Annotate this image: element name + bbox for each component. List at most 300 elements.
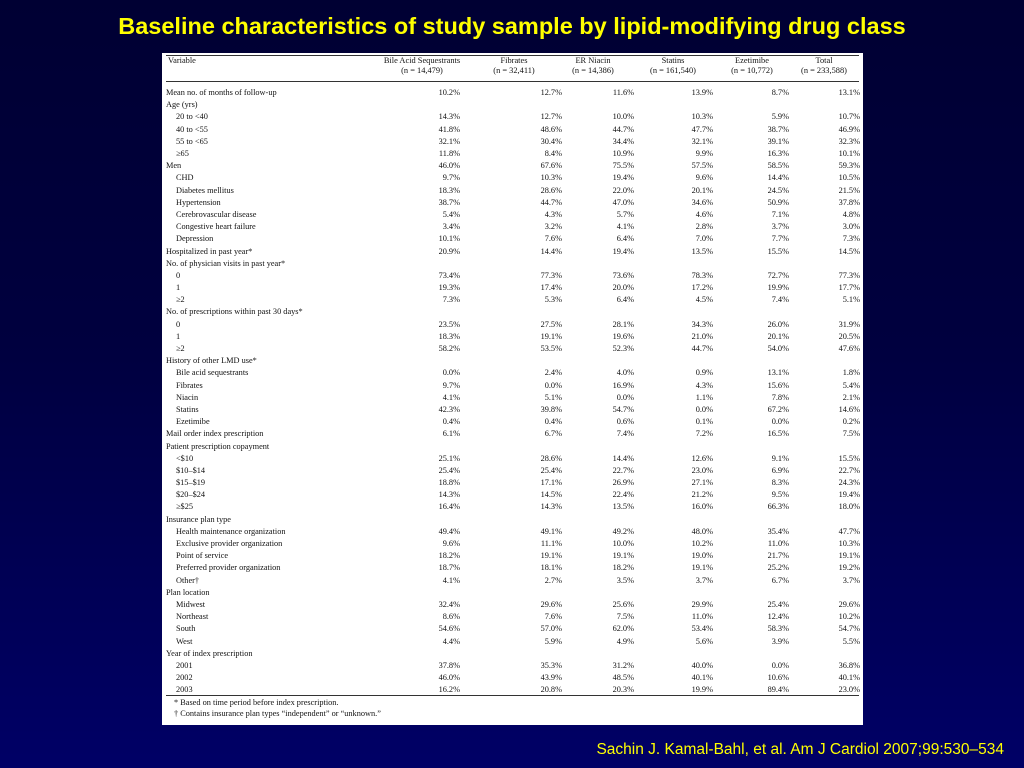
row-label: Diabetes mellitus xyxy=(176,185,234,195)
table-cell: 53.4% xyxy=(691,624,713,634)
table-cell: 23.0% xyxy=(691,465,713,475)
table-cell xyxy=(372,306,460,318)
table-row xyxy=(166,453,860,465)
row-label: Mean no. of months of follow-up xyxy=(166,88,277,98)
table-cell: 10.3% xyxy=(540,173,562,183)
table-cell: 3.7% xyxy=(695,575,713,585)
table-row xyxy=(166,550,860,562)
table-cell: 72.7% xyxy=(767,270,789,280)
table-cell: 8.4% xyxy=(544,149,562,159)
table-row xyxy=(166,197,860,209)
table-cell: 8.3% xyxy=(771,478,789,488)
table-cell: 14.6% xyxy=(838,404,860,414)
table-cell: 18.3% xyxy=(438,331,460,341)
table-cell: 7.4% xyxy=(616,429,634,439)
table-cell: 19.4% xyxy=(838,490,860,500)
header-er-niacin: ER Niacin (n = 14,386) xyxy=(572,56,614,75)
table-cell: 28.6% xyxy=(540,453,562,463)
table-row xyxy=(166,99,860,111)
table-cell xyxy=(789,648,860,660)
table-cell: 0.9% xyxy=(695,368,713,378)
table-body xyxy=(166,87,860,696)
table-cell: 9.1% xyxy=(771,453,789,463)
table-cell: 19.9% xyxy=(691,685,713,695)
table-cell xyxy=(562,99,634,111)
table-cell: 5.4% xyxy=(442,209,460,219)
bottom-rule xyxy=(166,695,859,696)
table-cell: 46.0% xyxy=(438,673,460,683)
row-label: Insurance plan type xyxy=(166,514,231,524)
table-cell: 0.0% xyxy=(771,660,789,670)
row-label: 1 xyxy=(176,283,181,293)
table-row xyxy=(166,526,860,538)
table-cell: 0.4% xyxy=(544,417,562,427)
table-cell xyxy=(460,355,562,367)
table-cell: 3.0% xyxy=(842,222,860,232)
row-label: Mail order index prescription xyxy=(166,429,264,439)
row-label: South xyxy=(176,624,196,634)
table-cell: 73.4% xyxy=(438,270,460,280)
table-cell: 77.3% xyxy=(540,270,562,280)
table-cell: 7.8% xyxy=(771,392,789,402)
table-cell: 5.9% xyxy=(771,112,789,122)
table-cell: 25.6% xyxy=(612,599,634,609)
table-row xyxy=(166,380,860,392)
table-cell: 7.3% xyxy=(442,295,460,305)
table-cell: 15.5% xyxy=(838,453,860,463)
table-cell: 54.0% xyxy=(767,344,789,354)
table-row xyxy=(166,221,860,233)
table-cell: 4.5% xyxy=(695,295,713,305)
table-cell: 21.5% xyxy=(838,185,860,195)
table-cell: 5.6% xyxy=(695,636,713,646)
row-label: Year of index prescription xyxy=(166,648,253,658)
table-cell: 54.7% xyxy=(838,624,860,634)
table-cell: 11.6% xyxy=(612,88,634,98)
table-cell xyxy=(372,648,460,660)
table-row xyxy=(166,87,860,99)
row-label: Cerebrovascular disease xyxy=(176,209,257,219)
table-cell: 7.0% xyxy=(695,234,713,244)
row-label: Health maintenance organization xyxy=(176,526,286,536)
table-cell: 2.1% xyxy=(842,392,860,402)
table-cell: 22.4% xyxy=(612,490,634,500)
table-cell: 6.7% xyxy=(771,575,789,585)
table-cell: 7.5% xyxy=(616,612,634,622)
table-cell: 0.0% xyxy=(544,380,562,390)
table-cell: 19.3% xyxy=(438,283,460,293)
table-cell: 11.8% xyxy=(438,149,460,159)
row-label: Fibrates xyxy=(176,380,203,390)
table-cell: 16.0% xyxy=(691,502,713,512)
table-cell: 3.7% xyxy=(771,222,789,232)
table-cell: 38.7% xyxy=(438,197,460,207)
table-cell: 5.5% xyxy=(842,636,860,646)
table-cell: 18.7% xyxy=(438,563,460,573)
row-label: Point of service xyxy=(176,551,229,561)
table-cell: 6.4% xyxy=(616,234,634,244)
table-cell: 19.9% xyxy=(767,283,789,293)
table-cell: 10.0% xyxy=(612,112,634,122)
row-label: Hospitalized in past year* xyxy=(166,246,253,256)
table-cell: 66.3% xyxy=(767,502,789,512)
table-cell: 58.2% xyxy=(438,344,460,354)
table-cell: 14.4% xyxy=(612,453,634,463)
table-cell: 25.4% xyxy=(438,465,460,475)
table-cell xyxy=(634,648,713,660)
row-label: $10–$14 xyxy=(176,465,206,475)
table-cell: 14.3% xyxy=(438,112,460,122)
header-fibrates: Fibrates (n = 32,411) xyxy=(493,56,535,75)
table-cell xyxy=(372,355,460,367)
header-statins: Statins (n = 161,540) xyxy=(650,56,696,75)
table-cell: 77.3% xyxy=(838,270,860,280)
table-cell: 18.8% xyxy=(438,478,460,488)
table-cell: 28.1% xyxy=(612,319,634,329)
table-cell: 5.1% xyxy=(842,295,860,305)
table-cell: 31.9% xyxy=(838,319,860,329)
table-cell: 29.9% xyxy=(691,599,713,609)
table-cell xyxy=(789,99,860,111)
table-cell: 5.1% xyxy=(544,392,562,402)
table-cell: 24.5% xyxy=(767,185,789,195)
table-cell: 3.7% xyxy=(842,575,860,585)
table-cell: 4.3% xyxy=(544,209,562,219)
row-label: Congestive heart failure xyxy=(176,222,256,232)
table-row xyxy=(166,648,860,660)
table-cell: 49.1% xyxy=(540,526,562,536)
table-cell xyxy=(372,514,460,526)
table-cell xyxy=(713,258,789,270)
table-cell xyxy=(562,648,634,660)
table-cell xyxy=(562,258,634,270)
table-cell: 20.0% xyxy=(612,283,634,293)
table-cell: 18.1% xyxy=(540,563,562,573)
table-cell: 9.6% xyxy=(442,539,460,549)
table-cell: 19.1% xyxy=(540,551,562,561)
table-cell: 16.4% xyxy=(438,502,460,512)
table-cell xyxy=(372,440,460,452)
row-label: Other† xyxy=(176,575,200,585)
row-label: 2001 xyxy=(176,660,193,670)
table-cell: 13.5% xyxy=(691,246,713,256)
table-cell: 7.6% xyxy=(544,234,562,244)
table-cell: 16.9% xyxy=(612,380,634,390)
table-cell: 73.6% xyxy=(612,270,634,280)
table-cell: 9.5% xyxy=(771,490,789,500)
row-label: Exclusive provider organization xyxy=(176,539,283,549)
table-cell: 40.1% xyxy=(838,673,860,683)
table-cell: 34.6% xyxy=(691,197,713,207)
table-cell: 12.7% xyxy=(540,112,562,122)
table-cell: 23.5% xyxy=(438,319,460,329)
table-cell: 40.0% xyxy=(691,660,713,670)
table-cell xyxy=(562,306,634,318)
table-cell: 7.1% xyxy=(771,209,789,219)
row-label: Bile acid sequestrants xyxy=(176,368,249,378)
table-cell: 35.4% xyxy=(767,526,789,536)
table-row xyxy=(166,245,860,257)
table-cell: 29.6% xyxy=(540,599,562,609)
table-row xyxy=(166,623,860,635)
table-cell xyxy=(789,440,860,452)
table-cell xyxy=(634,306,713,318)
header-variable: Variable xyxy=(168,56,196,65)
table-cell: 21.0% xyxy=(691,331,713,341)
table-cell: 10.2% xyxy=(838,612,860,622)
table-row xyxy=(166,136,860,148)
table-cell: 5.3% xyxy=(544,295,562,305)
table-cell: 8.6% xyxy=(442,612,460,622)
table-cell: 14.4% xyxy=(540,246,562,256)
table-row xyxy=(166,355,860,367)
table-row xyxy=(166,319,860,331)
table-cell: 57.0% xyxy=(540,624,562,634)
table-cell: 19.2% xyxy=(838,563,860,573)
row-label: 1 xyxy=(176,331,181,341)
table-cell: 10.1% xyxy=(438,234,460,244)
table-cell: 44.7% xyxy=(691,344,713,354)
table-cell: 7.3% xyxy=(842,234,860,244)
table-cell: 9.7% xyxy=(442,380,460,390)
table-cell: 35.3% xyxy=(540,660,562,670)
table-cell: 1.1% xyxy=(695,392,713,402)
table-row xyxy=(166,258,860,270)
table-cell: 21.2% xyxy=(691,490,713,500)
table-cell xyxy=(460,440,562,452)
row-label: 40 to <55 xyxy=(176,124,208,134)
table-cell: 7.6% xyxy=(544,612,562,622)
table-cell: 67.2% xyxy=(767,404,789,414)
table-cell: 20.5% xyxy=(838,331,860,341)
table-cell: 4.9% xyxy=(616,636,634,646)
row-label: Depression xyxy=(176,234,214,244)
table-cell: 15.5% xyxy=(767,246,789,256)
table-cell xyxy=(634,514,713,526)
table-cell: 58.3% xyxy=(767,624,789,634)
table-cell: 16.2% xyxy=(438,685,460,695)
table-row xyxy=(166,404,860,416)
row-label: 0 xyxy=(176,319,181,329)
table-row xyxy=(166,428,860,440)
table-cell: 5.9% xyxy=(544,636,562,646)
table-row xyxy=(166,111,860,123)
row-label: West xyxy=(176,636,193,646)
table-cell: 52.3% xyxy=(612,344,634,354)
table-cell xyxy=(634,258,713,270)
table-cell: 48.6% xyxy=(540,124,562,134)
table-row xyxy=(166,392,860,404)
table-cell: 31.2% xyxy=(612,660,634,670)
table-cell: 9.6% xyxy=(695,173,713,183)
table-cell: 12.4% xyxy=(767,612,789,622)
table-cell: 0.1% xyxy=(695,417,713,427)
table-row xyxy=(166,489,860,501)
table-cell: 7.5% xyxy=(842,429,860,439)
table-cell: 15.6% xyxy=(767,380,789,390)
table-row xyxy=(166,294,860,306)
table-cell: 32.1% xyxy=(438,136,460,146)
table-cell: 54.6% xyxy=(438,624,460,634)
table-row xyxy=(166,611,860,623)
table-cell: 44.7% xyxy=(540,197,562,207)
table-cell: 6.1% xyxy=(442,429,460,439)
table-cell: 75.5% xyxy=(612,161,634,171)
table-cell: 0.0% xyxy=(695,404,713,414)
table-row xyxy=(166,514,860,526)
table-cell: 62.0% xyxy=(612,624,634,634)
table-cell: 25.4% xyxy=(540,465,562,475)
row-label: CHD xyxy=(176,173,194,183)
table-row xyxy=(166,660,860,672)
table-cell: 19.1% xyxy=(540,331,562,341)
table-cell: 18.0% xyxy=(838,502,860,512)
table-cell: 4.4% xyxy=(442,636,460,646)
table-cell: 47.7% xyxy=(691,124,713,134)
row-label: Age (yrs) xyxy=(166,100,198,110)
table-cell: 24.3% xyxy=(838,478,860,488)
table-cell: 19.6% xyxy=(612,331,634,341)
table-cell: 5.7% xyxy=(616,209,634,219)
table-cell: 39.1% xyxy=(767,136,789,146)
table-cell: 44.7% xyxy=(612,124,634,134)
row-label: Midwest xyxy=(176,599,206,609)
table-cell: 48.5% xyxy=(612,673,634,683)
table-cell: 37.8% xyxy=(438,660,460,670)
table-cell: 18.2% xyxy=(438,551,460,561)
table-row xyxy=(166,124,860,136)
row-label: ≥2 xyxy=(176,344,185,354)
table-cell: 47.6% xyxy=(838,344,860,354)
table-cell: 17.7% xyxy=(838,283,860,293)
table-cell xyxy=(634,355,713,367)
table-cell: 19.1% xyxy=(838,551,860,561)
table-row xyxy=(166,331,860,343)
table-cell: 9.7% xyxy=(442,173,460,183)
table-cell xyxy=(372,99,460,111)
row-label: ≥65 xyxy=(176,149,189,159)
table-cell: 47.0% xyxy=(612,197,634,207)
table-cell: 22.7% xyxy=(838,465,860,475)
row-label: Ezetimibe xyxy=(176,417,210,427)
table-cell: 3.9% xyxy=(771,636,789,646)
row-label: No. of prescriptions within past 30 days* xyxy=(166,307,303,317)
table-cell xyxy=(460,587,562,599)
table-cell: 26.0% xyxy=(767,319,789,329)
table-row xyxy=(166,343,860,355)
table-row xyxy=(166,599,860,611)
table-cell: 38.7% xyxy=(767,124,789,134)
table-cell: 0.0% xyxy=(442,368,460,378)
table-cell: 10.0% xyxy=(612,539,634,549)
table-cell: 10.7% xyxy=(838,112,860,122)
table-cell: 48.0% xyxy=(691,526,713,536)
table-cell: 32.3% xyxy=(838,136,860,146)
table-cell: 6.7% xyxy=(544,429,562,439)
table-cell: 18.2% xyxy=(612,563,634,573)
table-cell: 17.2% xyxy=(691,283,713,293)
table-cell: 34.3% xyxy=(691,319,713,329)
slide-title: Baseline characteristics of study sample by lipid-modifying drug class xyxy=(118,13,906,39)
table-cell: 13.1% xyxy=(767,368,789,378)
table-cell xyxy=(713,587,789,599)
table-row xyxy=(166,185,860,197)
row-label: 55 to <65 xyxy=(176,136,208,146)
table-cell: 20.1% xyxy=(691,185,713,195)
table-cell xyxy=(460,514,562,526)
table-cell: 14.3% xyxy=(438,490,460,500)
table-cell: 16.5% xyxy=(767,429,789,439)
table-row xyxy=(166,209,860,221)
table-cell xyxy=(634,99,713,111)
table-cell: 10.2% xyxy=(438,88,460,98)
table-cell: 22.0% xyxy=(612,185,634,195)
table-cell: 11.1% xyxy=(540,539,562,549)
row-label: History of other LMD use* xyxy=(166,356,257,366)
table-cell: 19.4% xyxy=(612,173,634,183)
table-row xyxy=(166,477,860,489)
table-cell xyxy=(634,587,713,599)
table-cell xyxy=(789,306,860,318)
table-cell: 4.0% xyxy=(616,368,634,378)
table-cell: 10.6% xyxy=(767,673,789,683)
row-label: Plan location xyxy=(166,587,210,597)
table-cell: 12.7% xyxy=(540,88,562,98)
table-cell: 28.6% xyxy=(540,185,562,195)
row-label: $15–$19 xyxy=(176,478,206,488)
table-cell: 46.0% xyxy=(438,161,460,171)
table-cell xyxy=(460,648,562,660)
table-cell: 25.4% xyxy=(767,599,789,609)
table-cell: 50.9% xyxy=(767,197,789,207)
row-label: Preferred provider organization xyxy=(176,563,281,573)
table-cell xyxy=(460,306,562,318)
table-row xyxy=(166,148,860,160)
table-row xyxy=(166,672,860,684)
table-cell: 4.1% xyxy=(442,575,460,585)
table-cell: 0.6% xyxy=(616,417,634,427)
table-cell: 0.2% xyxy=(842,417,860,427)
table-row xyxy=(166,538,860,550)
table-cell: 41.8% xyxy=(438,124,460,134)
table-row xyxy=(166,440,860,452)
table-cell: 20.9% xyxy=(438,246,460,256)
table-cell: 27.5% xyxy=(540,319,562,329)
table-cell: 11.0% xyxy=(691,612,713,622)
table-cell: 43.9% xyxy=(540,673,562,683)
table-cell xyxy=(713,440,789,452)
table-cell: 0.0% xyxy=(616,392,634,402)
table-cell xyxy=(460,258,562,270)
table-cell: 40.1% xyxy=(691,673,713,683)
table-cell xyxy=(713,648,789,660)
table-cell: 58.5% xyxy=(767,161,789,171)
table-cell: 0.0% xyxy=(771,417,789,427)
table-cell: 7.4% xyxy=(771,295,789,305)
table-cell xyxy=(789,514,860,526)
table-row xyxy=(166,416,860,428)
table-cell xyxy=(634,440,713,452)
table-cell xyxy=(562,355,634,367)
table-row xyxy=(166,172,860,184)
table-cell: 23.0% xyxy=(838,685,860,695)
table-cell: 1.8% xyxy=(842,368,860,378)
table-cell: 19.0% xyxy=(691,551,713,561)
table-cell: 10.3% xyxy=(691,112,713,122)
table-cell: 2.4% xyxy=(544,368,562,378)
table-row xyxy=(166,587,860,599)
table-cell: 32.4% xyxy=(438,599,460,609)
